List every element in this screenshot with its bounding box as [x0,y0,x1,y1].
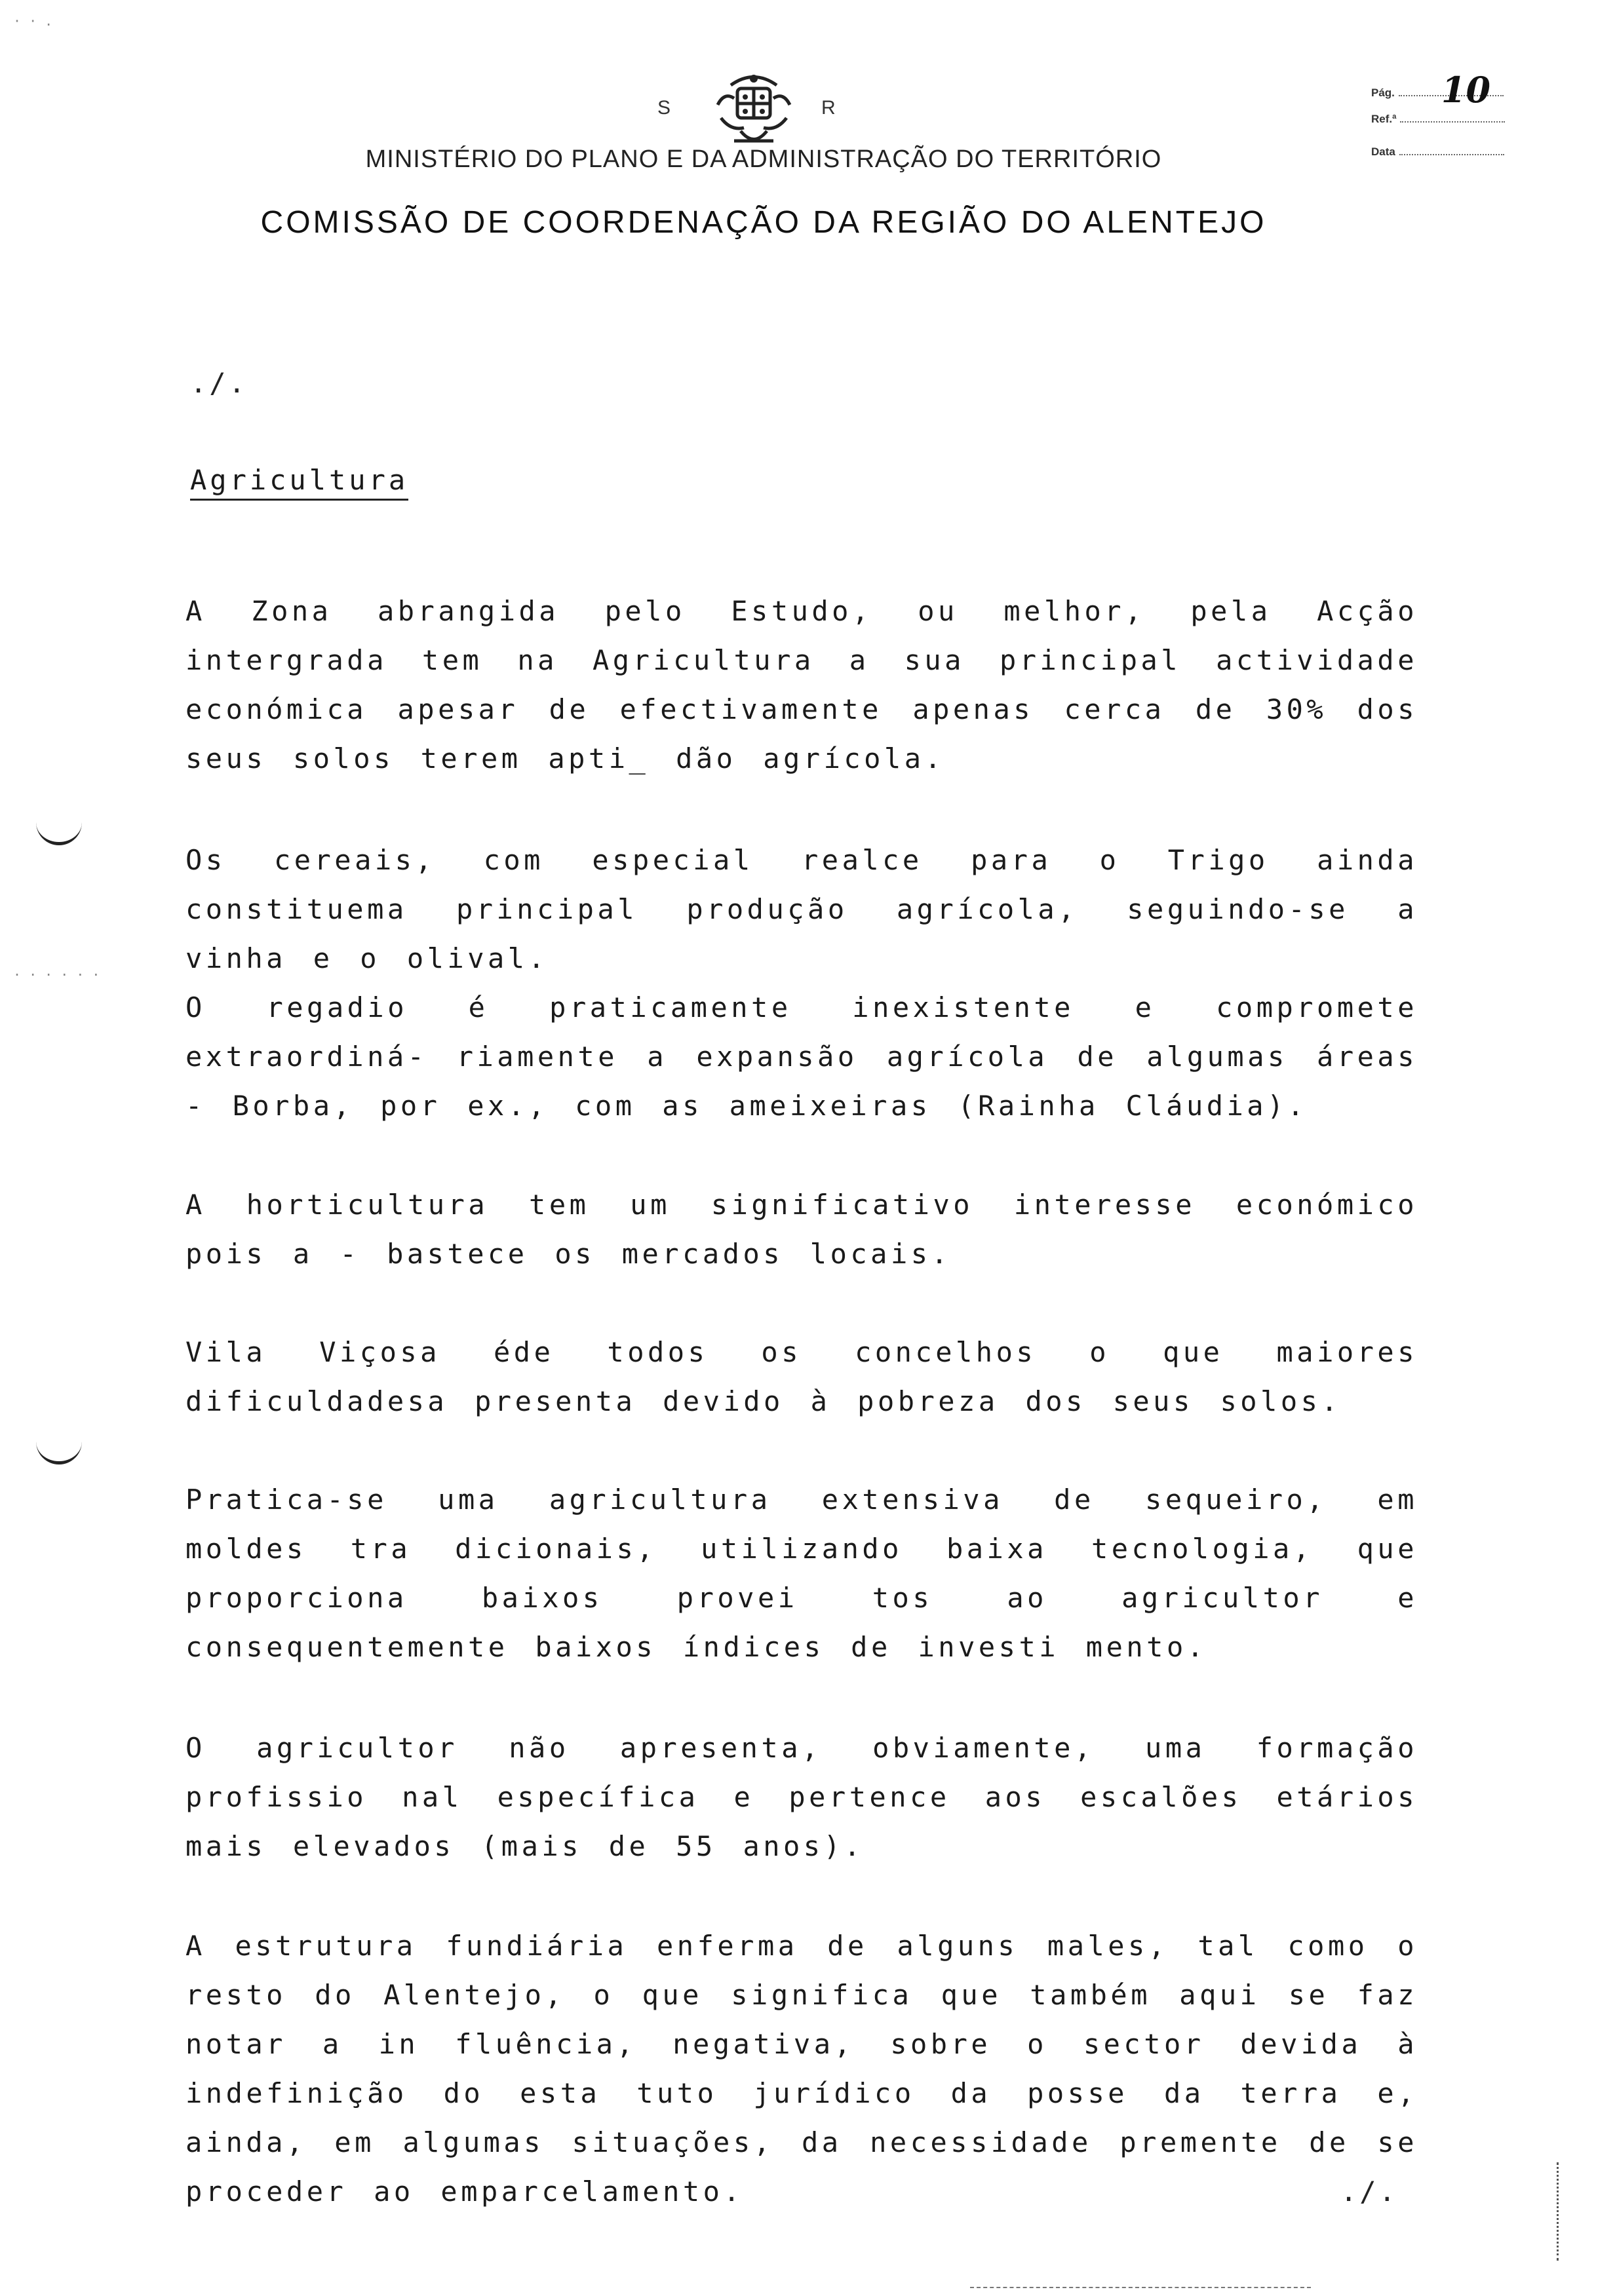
paragraph-3: O regadio é praticamente inexistente e compromete extraordiná- riamente a expansão agrícola de algumas áreas - Borba, por ex., com as ameixeiras (Rainha Cláudia). [185,991,1418,1122]
emblem-letter-left: S [657,97,671,119]
date-label: Data [1371,145,1395,158]
ministry-name: MINISTÉRIO DO PLANO E DA ADMINISTRAÇÃO DO TERRITÓRIO [365,145,1162,173]
commission-name: COMISSÃO DE COORDENAÇÃO DA REGIÃO DO ALENTEJO [260,205,1267,240]
margin-check-mark [36,1435,82,1464]
section-heading: Agricultura [190,464,408,501]
paragraph-8: A estrutura fundiária enferma de alguns males, tal como o resto do Alentejo, o que significa que também aqui se faz notar a in fluência, negativa, sobre o sector devida à indefinição do esta tuto jurídico da posse da terra e, ainda, em algumas situações, da necessidade premente de se proceder ao emparcelamento. [185,1930,1418,2208]
scan-edge-line [970,2287,1311,2288]
paragraph-4: A horticultura tem um significativo interesse económico pois a - bastece os mercados locais. [185,1189,1418,1270]
margin-check-mark [36,816,82,845]
scan-speck: . . . . . . [13,963,100,979]
reference-label: Ref.ª [1371,113,1397,125]
paragraph-7: O agricultor não apresenta, obviamente, uma formação profissio nal específica e pertence aos escalões etários mais elevados (mais de 55 anos). [185,1732,1418,1862]
emblem-letter-right: R [821,97,836,119]
continuation-mark-top: ./. [190,367,248,399]
paragraph-2: Os cereais, com especial realce para o Trigo ainda constituema principal produção agrícola, seguindo-se a vinha e o olival. [185,844,1418,974]
continuation-mark-bottom: ./. [1340,2175,1398,2208]
scan-speck: · · . [13,13,53,29]
coat-of-arms-emblem [705,66,803,151]
paragraph-1: A Zona abrangida pelo Estudo, ou melhor, pela Acção intergrada tem na Agricultura a sua principal actividade económica apesar de efectivamente apenas cerca de 30% dos seus solos terem apti_ dão agrícola. [185,595,1418,775]
page-number-field [1371,69,1504,111]
scan-edge-mark [1557,2162,1561,2261]
page-number-value: 10 [1441,69,1491,111]
paragraph-6: Pratica-se uma agricultura extensiva de sequeiro, em moldes tra dicionais, utilizando baixa tecnologia, que proporciona baixos provei tos ao agricultor e consequentemente baixos índices de investi mento. [185,1483,1418,1663]
paragraph-5: Vila Viçosa éde todos os concelhos o que maiores dificuldadesa presenta devido à pobreza dos seus solos. [185,1336,1418,1417]
reference-field [1371,113,1505,126]
date-field [1371,145,1504,159]
page-label: Pág. [1371,86,1395,99]
